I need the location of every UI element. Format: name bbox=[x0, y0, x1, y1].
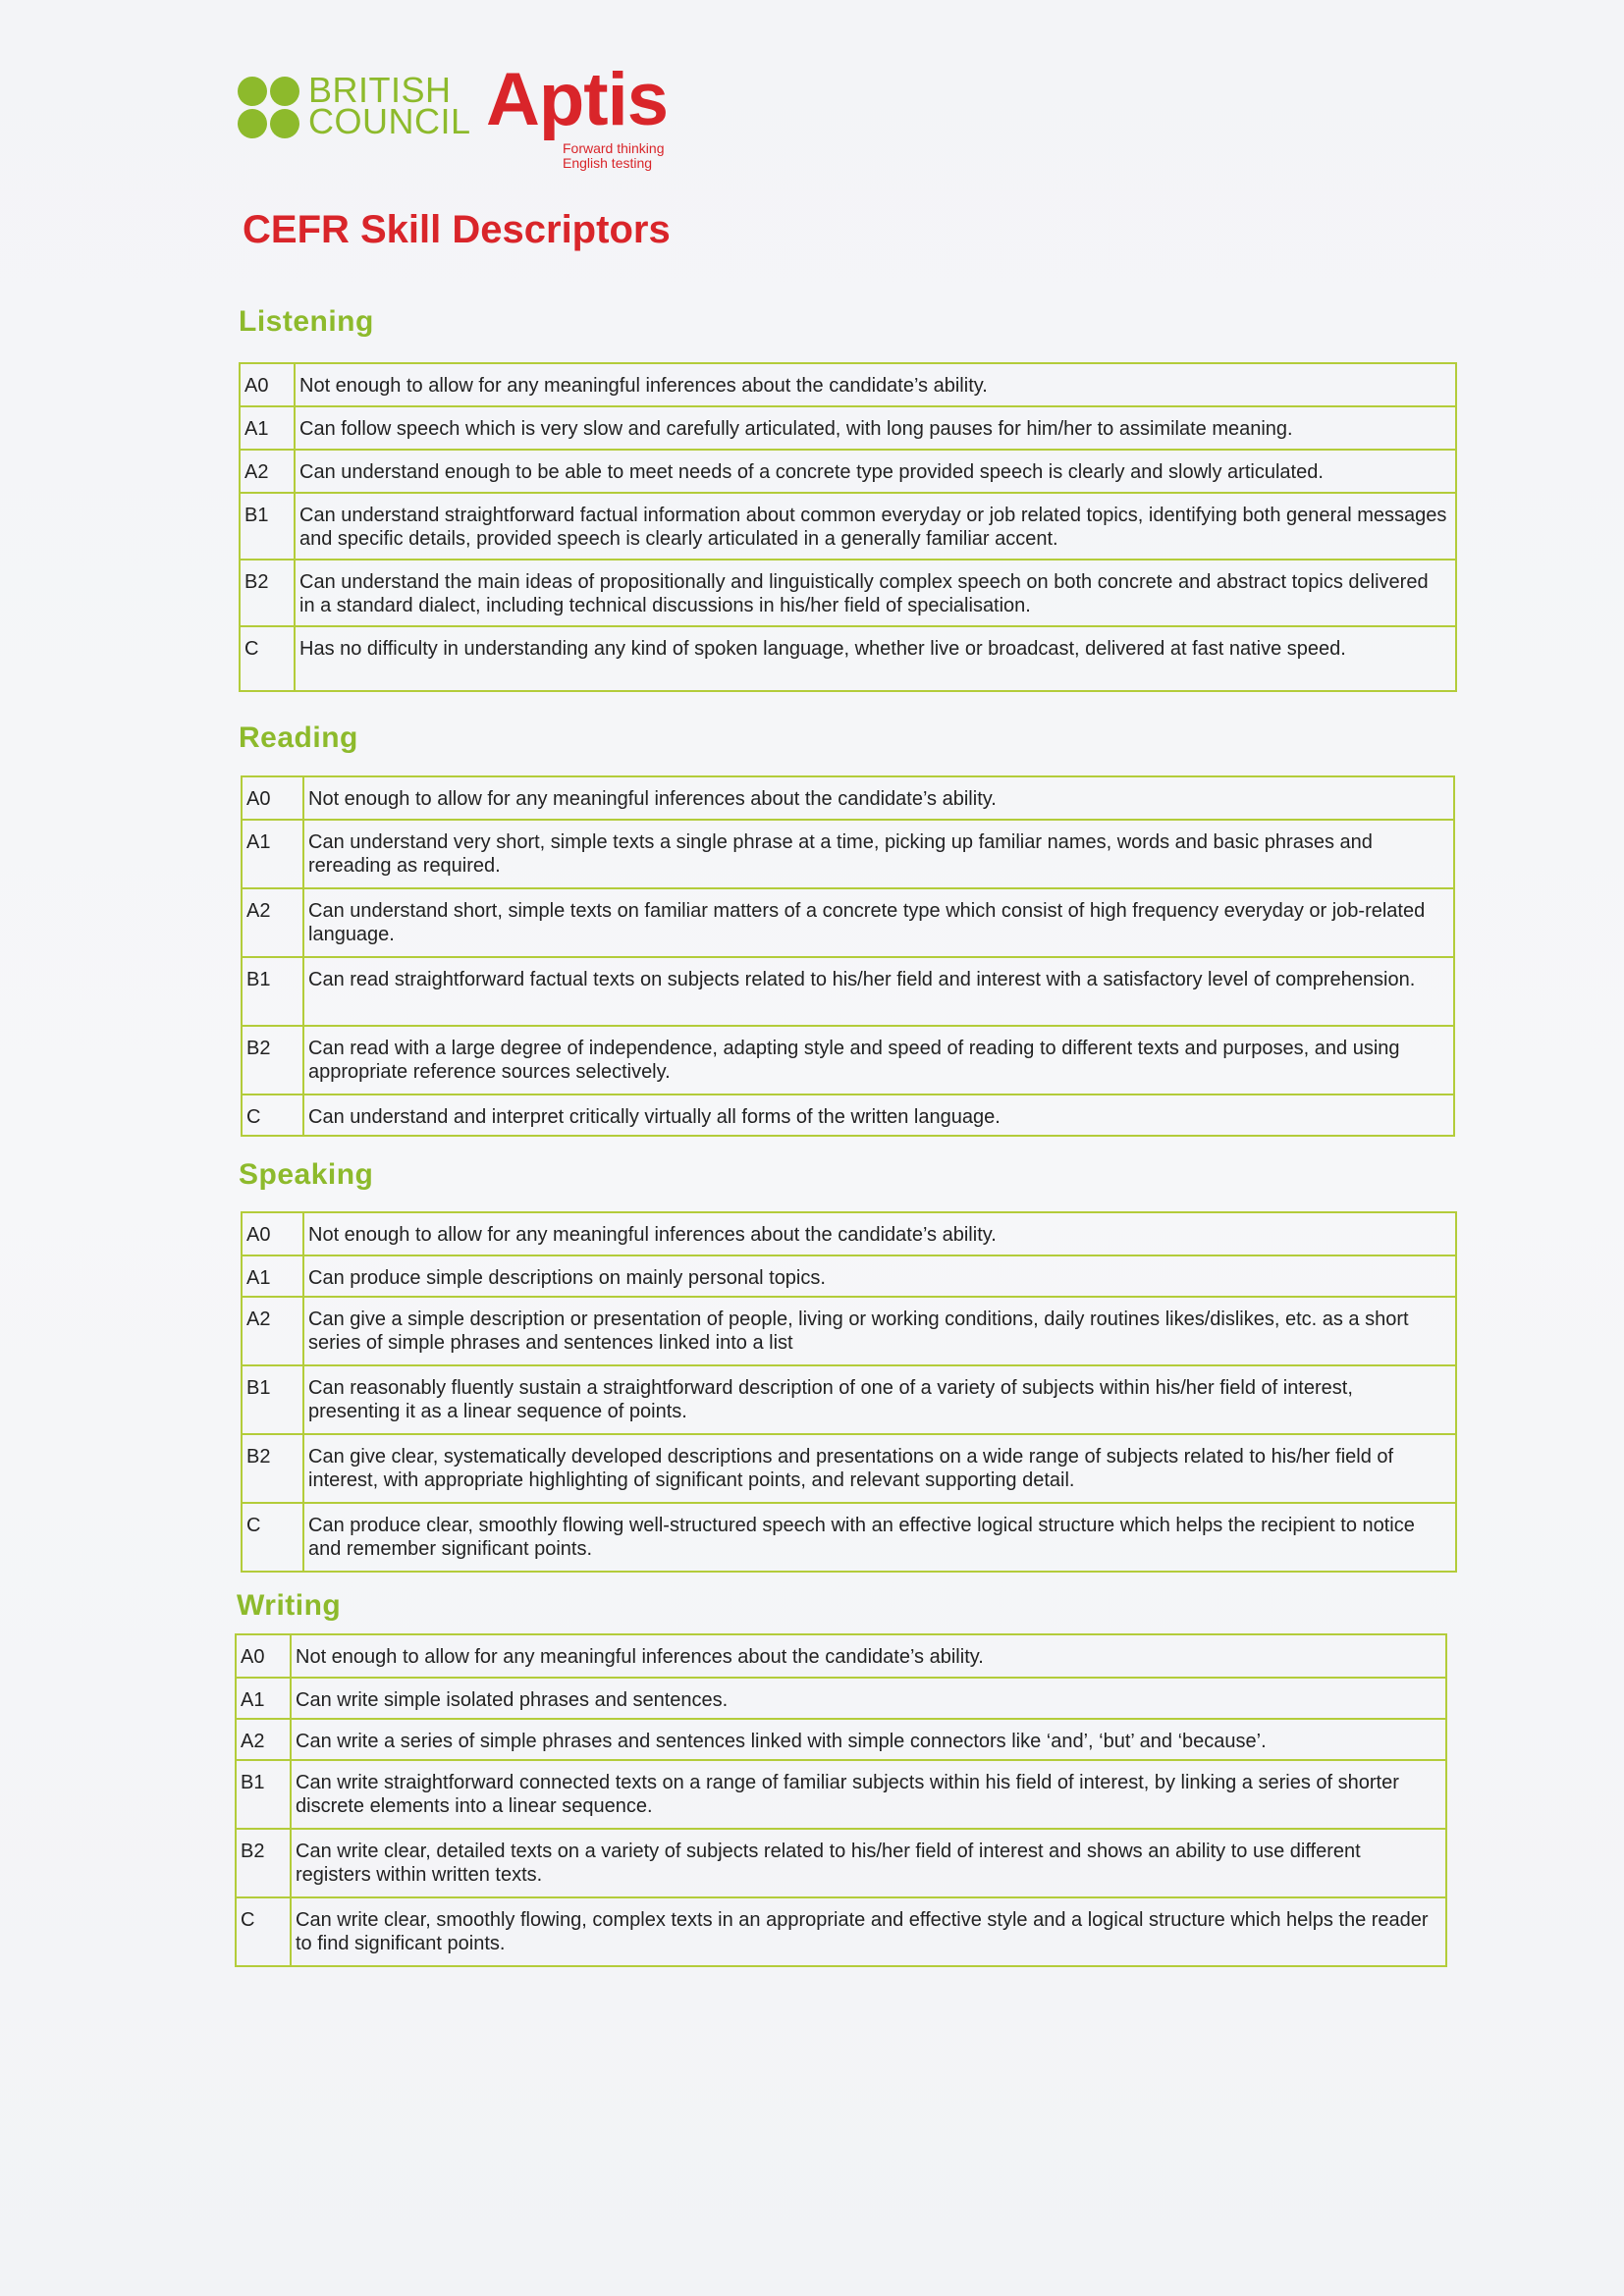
british-council-dots-icon bbox=[238, 77, 300, 139]
level-cell: B1 bbox=[243, 1366, 304, 1433]
table-row bbox=[237, 1677, 1445, 1718]
descriptor-cell: Can understand straightforward factual information about common everyday or job related topics, identifying both general messages and specific details, provided speech is clearly articulated in a generally familiar accent. bbox=[299, 505, 1447, 550]
level-cell: B2 bbox=[237, 1830, 292, 1896]
descriptor-cell: Can understand and interpret critically virtually all forms of the written language. bbox=[308, 1106, 1001, 1128]
level-cell: A0 bbox=[243, 1213, 304, 1255]
listening-heading: Listening bbox=[239, 305, 374, 338]
table-row bbox=[243, 1364, 1455, 1433]
speaking-heading: Speaking bbox=[239, 1158, 374, 1191]
table-row bbox=[241, 405, 1455, 449]
descriptor-cell: Has no difficulty in understanding any kind of spoken language, whether live or broadcast, delivered at fast native speed. bbox=[299, 638, 1346, 660]
descriptor-cell: Can give a simple description or presentation of people, living or working conditions, daily routines likes/dislikes, etc. as a short series of simple phrases and sentences linked into a list bbox=[308, 1308, 1409, 1354]
level-cell: C bbox=[243, 1504, 304, 1571]
descriptor-cell: Can read straightforward factual texts on subjects related to his/her field and interest with a satisfactory level of comprehension. bbox=[308, 969, 1416, 990]
descriptor-cell: Can understand very short, simple texts a single phrase at a time, picking up familiar names, words and basic phrases and rereading as required. bbox=[308, 831, 1373, 877]
descriptor-cell: Can write straightforward connected texts on a range of familiar subjects within his field of interest, by linking a series of shorter discrete elements into a linear sequence. bbox=[296, 1772, 1399, 1817]
reading-heading: Reading bbox=[239, 721, 358, 754]
speaking-table bbox=[241, 1211, 1457, 1573]
listening-table bbox=[239, 362, 1457, 692]
descriptor-cell: Not enough to allow for any meaningful inferences about the candidate’s ability. bbox=[299, 375, 988, 397]
writing-table bbox=[235, 1633, 1447, 1967]
level-cell: A1 bbox=[241, 407, 296, 449]
descriptor-cell: Can produce clear, smoothly flowing well-structured speech with an effective logical structure which helps the recipient to notice and remember significant points. bbox=[308, 1515, 1415, 1560]
descriptor-cell: Can produce simple descriptions on mainly personal topics. bbox=[308, 1267, 826, 1289]
level-cell: A1 bbox=[237, 1679, 292, 1718]
level-cell: B1 bbox=[237, 1761, 292, 1828]
table-row bbox=[243, 887, 1453, 956]
aptis-tagline: Forward thinking English testing bbox=[563, 140, 665, 171]
table-row bbox=[243, 1296, 1455, 1364]
level-cell: A0 bbox=[243, 777, 304, 819]
level-cell: B2 bbox=[243, 1027, 304, 1094]
table-row bbox=[243, 777, 1453, 819]
writing-heading: Writing bbox=[237, 1589, 342, 1622]
descriptor-cell: Can understand short, simple texts on familiar matters of a concrete type which consist of high frequency everyday or job-related language. bbox=[308, 900, 1426, 945]
descriptor-cell: Can read with a large degree of independence, adapting style and speed of reading to different texts and purposes, and using appropriate reference sources selectively. bbox=[308, 1038, 1400, 1083]
table-row bbox=[241, 559, 1455, 625]
table-row bbox=[241, 492, 1455, 559]
table-row bbox=[243, 1094, 1453, 1135]
descriptor-cell: Can write a series of simple phrases and sentences linked with simple connectors like ‘and’, ‘but’ and ‘because’. bbox=[296, 1731, 1267, 1752]
table-row bbox=[243, 1502, 1455, 1571]
descriptor-cell: Can reasonably fluently sustain a straightforward description of one of a variety of subjects within his/her field of interest, presenting it as a linear sequence of points. bbox=[308, 1377, 1353, 1422]
level-cell: B1 bbox=[243, 958, 304, 1025]
level-cell: A0 bbox=[237, 1635, 292, 1677]
table-row bbox=[237, 1759, 1445, 1828]
level-cell: A2 bbox=[243, 1298, 304, 1364]
table-row bbox=[243, 819, 1453, 887]
level-cell: C bbox=[243, 1095, 304, 1135]
descriptor-cell: Can write clear, smoothly flowing, complex texts in an appropriate and effective style and a logical structure which helps the reader to find significant points. bbox=[296, 1909, 1429, 1954]
level-cell: A0 bbox=[241, 364, 296, 405]
descriptor-cell: Can understand the main ideas of propositionally and linguistically complex speech on both concrete and abstract topics delivered in a standard dialect, including technical discussions in his/her field of specialisation. bbox=[299, 571, 1429, 616]
aptis-logo: Aptis bbox=[486, 58, 668, 141]
level-cell: B2 bbox=[241, 561, 296, 625]
level-cell: A1 bbox=[243, 1256, 304, 1296]
level-cell: A1 bbox=[243, 821, 304, 887]
table-row bbox=[237, 1635, 1445, 1677]
table-row bbox=[241, 625, 1455, 690]
descriptor-cell: Can write simple isolated phrases and sentences. bbox=[296, 1689, 729, 1711]
table-row bbox=[243, 1025, 1453, 1094]
table-row bbox=[237, 1828, 1445, 1896]
level-cell: A2 bbox=[241, 451, 296, 492]
table-row bbox=[243, 1255, 1455, 1296]
table-row bbox=[243, 1433, 1455, 1502]
reading-table bbox=[241, 775, 1455, 1137]
table-row bbox=[241, 449, 1455, 492]
level-cell: B1 bbox=[241, 494, 296, 559]
level-cell: A2 bbox=[237, 1720, 292, 1759]
descriptor-cell: Not enough to allow for any meaningful inferences about the candidate’s ability. bbox=[296, 1646, 984, 1668]
document-title: CEFR Skill Descriptors bbox=[243, 208, 671, 251]
table-row bbox=[241, 364, 1455, 405]
level-cell: A2 bbox=[243, 889, 304, 956]
table-row bbox=[237, 1718, 1445, 1759]
british-council-wordmark: BRITISH COUNCIL bbox=[308, 70, 471, 141]
descriptor-cell: Can understand enough to be able to meet needs of a concrete type provided speech is clearly and slowly articulated. bbox=[299, 461, 1324, 483]
descriptor-cell: Not enough to allow for any meaningful inferences about the candidate’s ability. bbox=[308, 1224, 997, 1246]
table-row bbox=[243, 1213, 1455, 1255]
descriptor-cell: Not enough to allow for any meaningful inferences about the candidate’s ability. bbox=[308, 788, 997, 810]
table-row bbox=[243, 956, 1453, 1025]
level-cell: C bbox=[241, 627, 296, 690]
level-cell: B2 bbox=[243, 1435, 304, 1502]
table-row bbox=[237, 1896, 1445, 1965]
level-cell: C bbox=[237, 1898, 292, 1965]
descriptor-cell: Can give clear, systematically developed descriptions and presentations on a wide range of subjects related to his/her field of interest, with appropriate highlighting of significant points, and relevant supporting detail. bbox=[308, 1446, 1394, 1491]
descriptor-cell: Can write clear, detailed texts on a variety of subjects related to his/her field of interest and shows an ability to use different registers within written texts. bbox=[296, 1841, 1361, 1886]
descriptor-cell: Can follow speech which is very slow and carefully articulated, with long pauses for him/her to assimilate meaning. bbox=[299, 418, 1293, 440]
